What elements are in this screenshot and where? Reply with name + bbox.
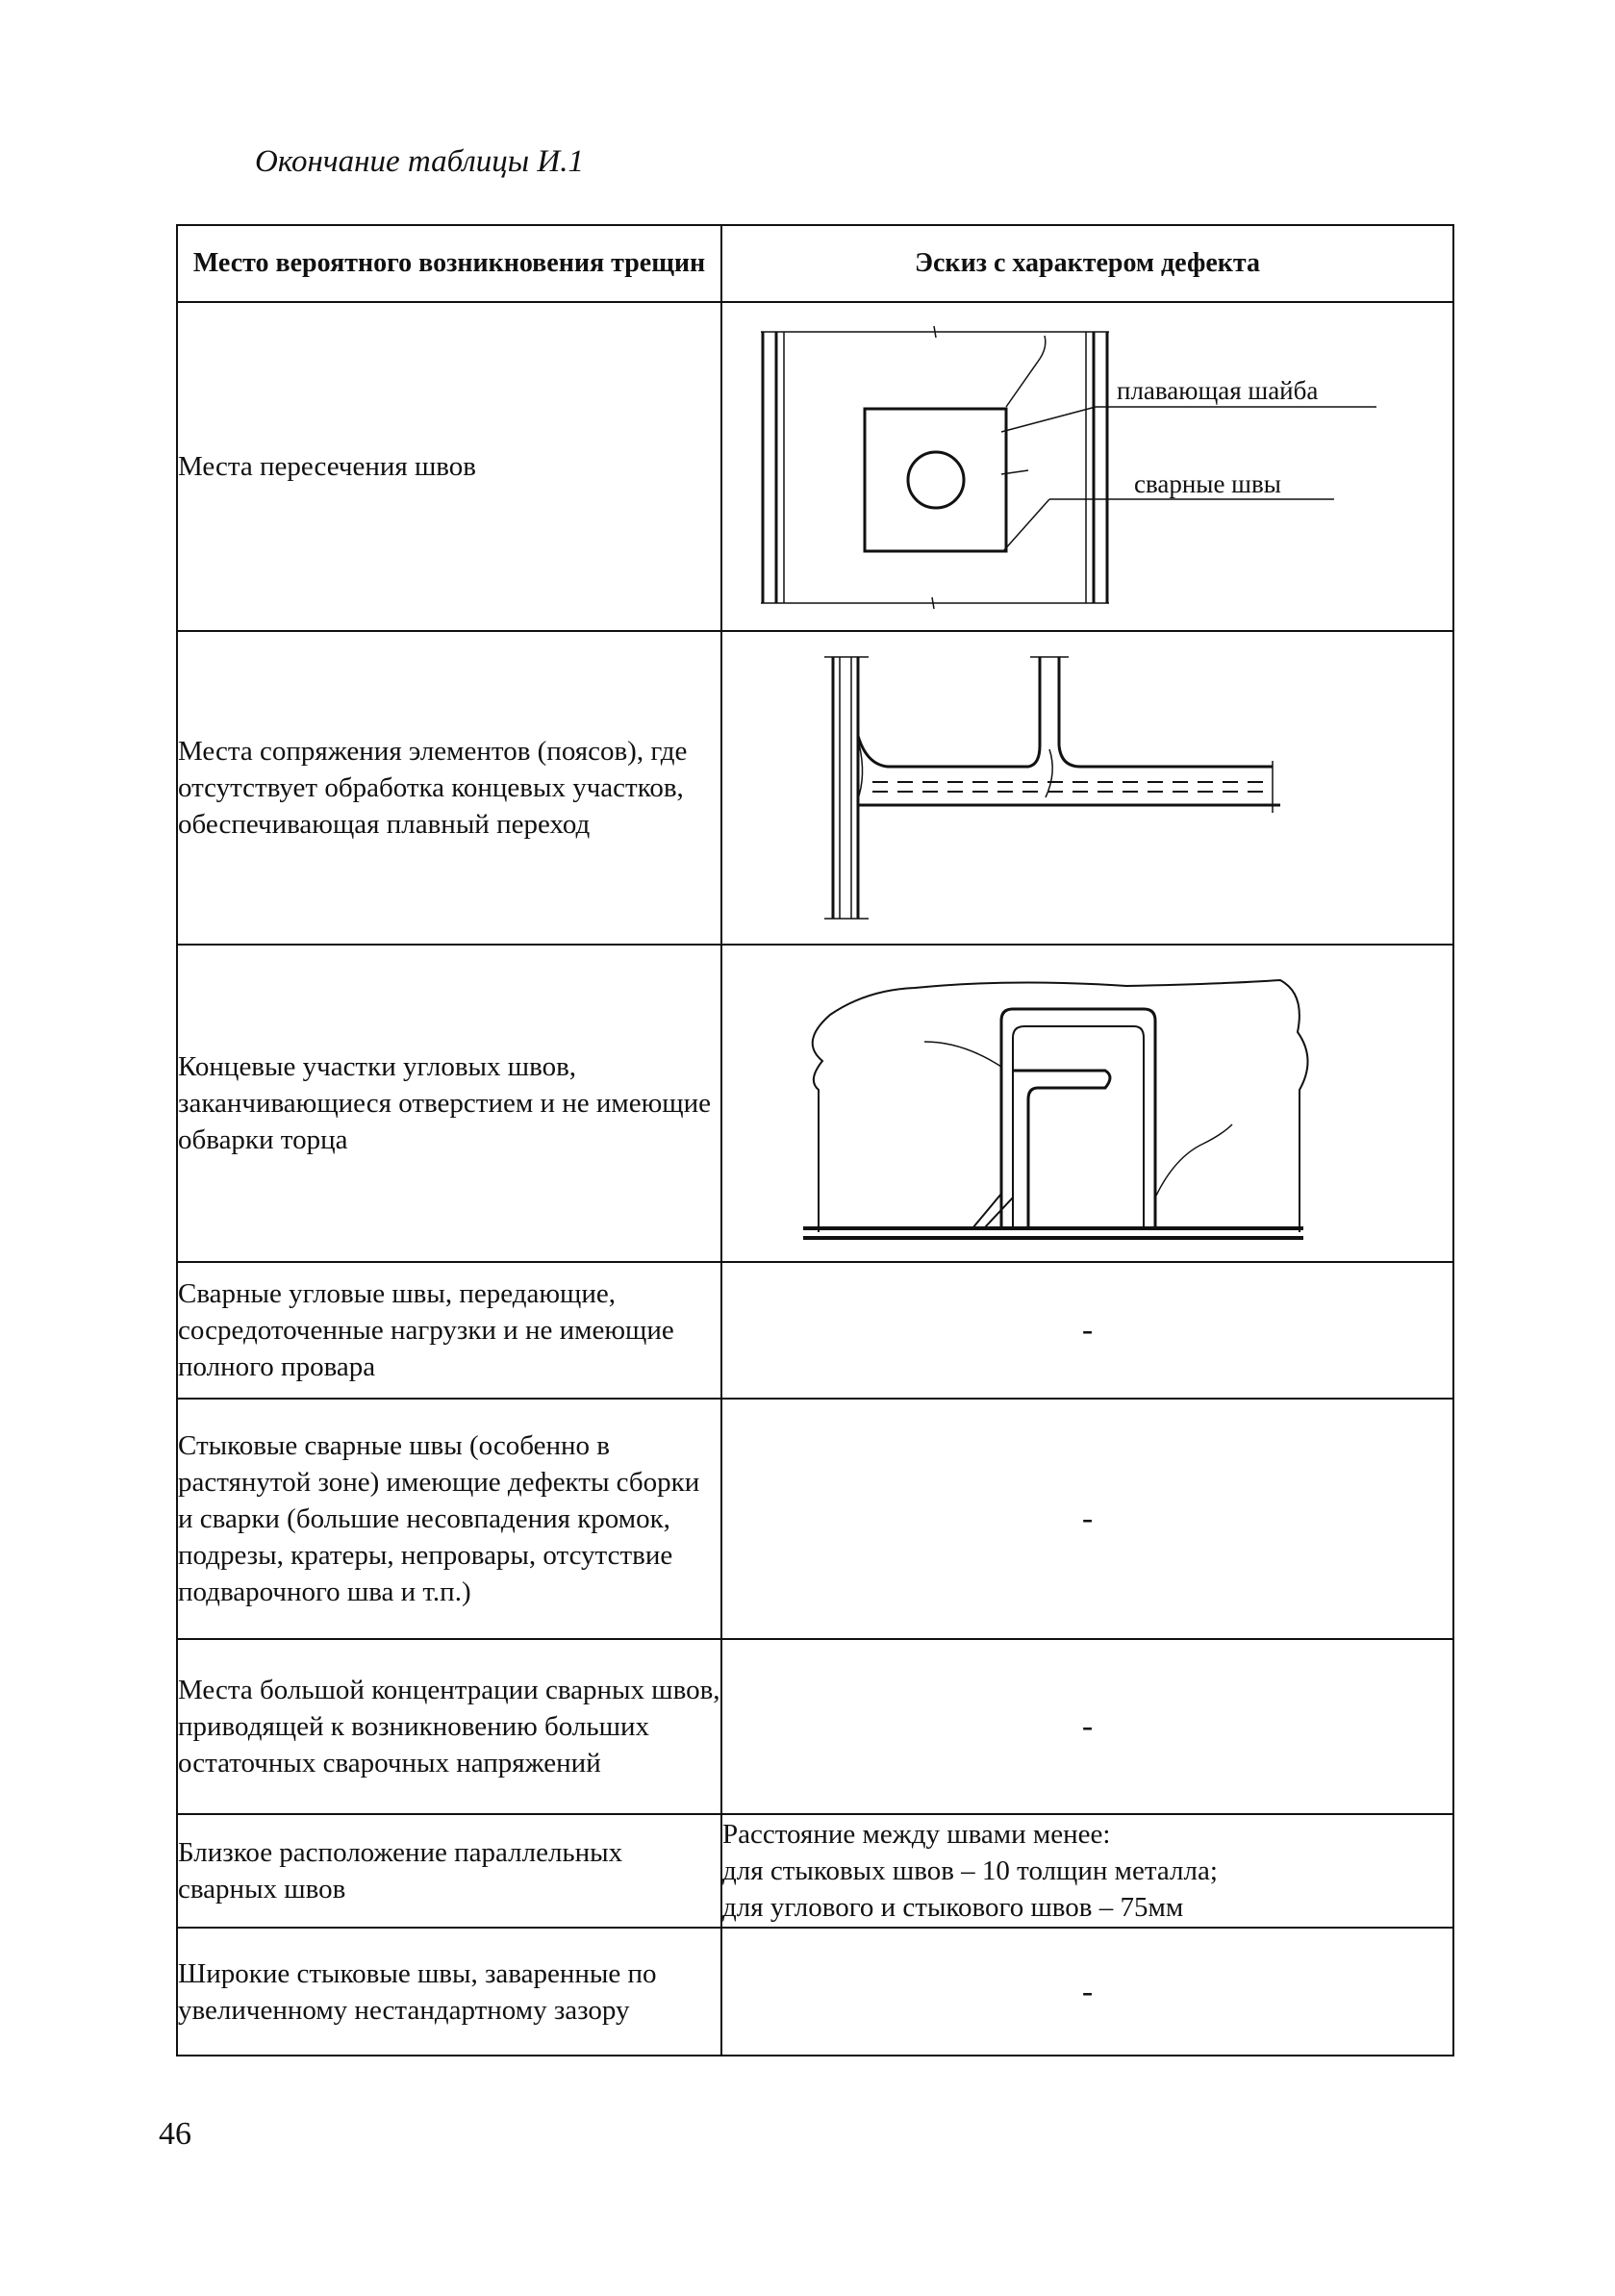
- row-defect: -: [721, 1928, 1453, 2056]
- row-location: Широкие стыковые швы, заваренные по увеличенному нестандартному зазору: [177, 1928, 721, 2056]
- row-sketch: [721, 631, 1453, 945]
- defect-line: Расстояние между швами менее:: [722, 1819, 1111, 1850]
- table-row: [177, 631, 1453, 945]
- header-location: Место вероятного возникновения трещин: [177, 225, 721, 302]
- table-row: [177, 1814, 1453, 1928]
- table-caption: Окончание таблицы И.1: [255, 144, 584, 179]
- table-row: [177, 945, 1453, 1262]
- row-defect: [721, 1814, 1453, 1928]
- table-header-row: [177, 225, 1453, 302]
- row-location: Близкое расположение параллельных сварных швов: [177, 1814, 721, 1928]
- header-sketch: Эскиз с характером дефекта: [721, 225, 1453, 302]
- defect-line: для стыковых швов – 10 толщин металла;: [722, 1855, 1218, 1886]
- row-location: Места сопряжения элементов (поясов), где отсутствует обработка концевых участков, обеспечивающая плавный переход: [177, 631, 721, 945]
- sketch-intersection: [722, 303, 1452, 630]
- row-location: Концевые участки угловых швов, заканчивающиеся отверстием и не имеющие обварки торца: [177, 945, 721, 1262]
- row-sketch: [721, 945, 1453, 1262]
- row-location: Стыковые сварные швы (особенно в растянутой зоне) имеющие дефекты сборки и сварки (большие несовпадения кромок, подрезы, кратеры, непровары, отсутствие подварочного шва и т.п.): [177, 1399, 721, 1639]
- row-defect: -: [721, 1262, 1453, 1399]
- row-location: Места пересечения швов: [177, 302, 721, 631]
- row-defect: -: [721, 1399, 1453, 1639]
- table-row: [177, 1928, 1453, 2056]
- row-location: Места большой концентрации сварных швов, приводящей к возникновению больших остаточных сварочных напряжений: [177, 1639, 721, 1814]
- row-defect: -: [721, 1639, 1453, 1814]
- label-welds: сварные швы: [1134, 469, 1281, 498]
- label-floating-washer: плавающая шайба: [1117, 376, 1319, 405]
- table-row: [177, 1639, 1453, 1814]
- table-row: [177, 302, 1453, 631]
- row-location: Сварные угловые швы, передающие, сосредоточенные нагрузки и не имеющие полного провара: [177, 1262, 721, 1399]
- page-number: 46: [159, 2116, 191, 2152]
- sketch-junction: [722, 632, 1452, 944]
- table-row: [177, 1262, 1453, 1399]
- defect-line: для углового и стыкового швов – 75мм: [722, 1892, 1184, 1923]
- defects-table: [176, 224, 1454, 2056]
- table-row: [177, 1399, 1453, 1639]
- sketch-end-sections: [722, 946, 1452, 1261]
- row-sketch: [721, 302, 1453, 631]
